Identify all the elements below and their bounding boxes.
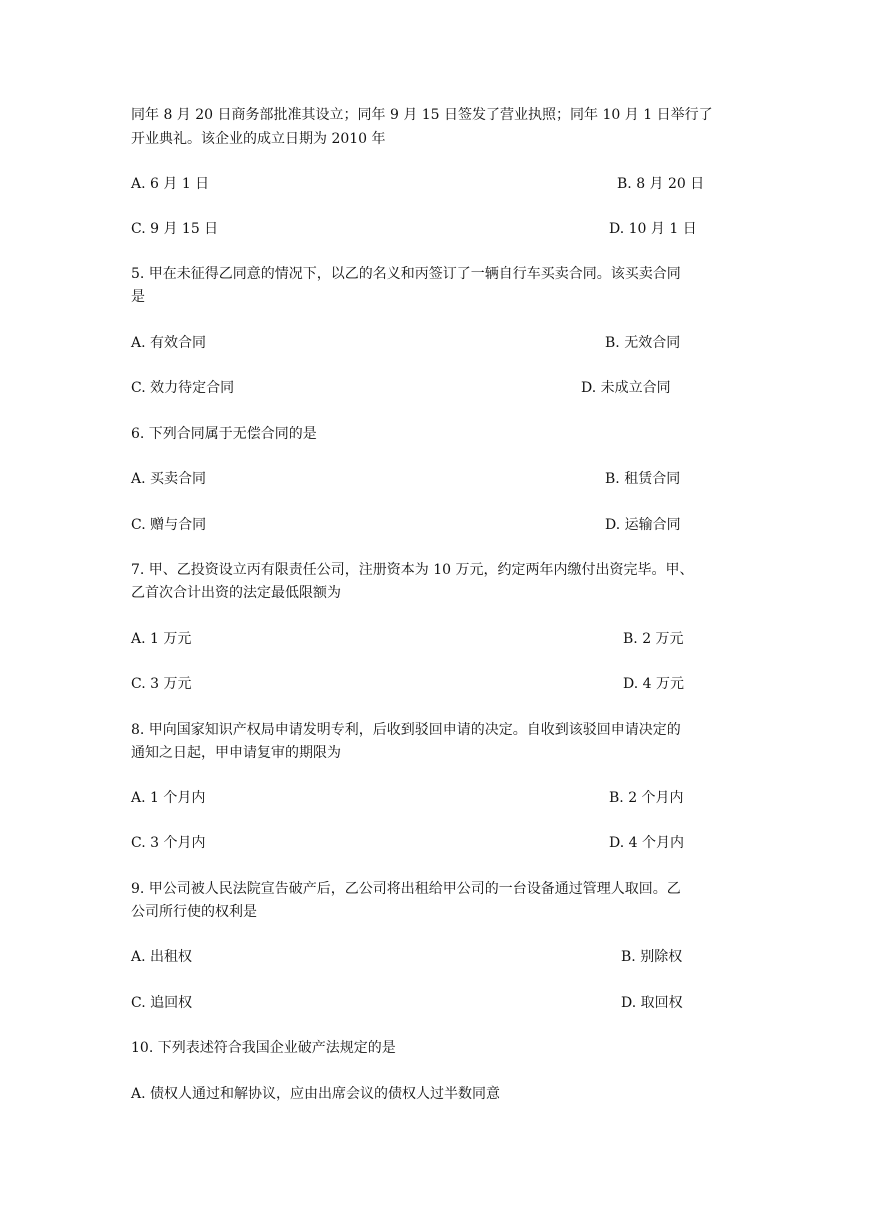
question-4-text-line-1: 同年 8 月 20 日商务部批准其设立；同年 9 月 15 日签发了营业执照；同年 10 月 1 日举行了 <box>131 107 713 123</box>
question-7-option-c: C. 3 万元 <box>131 676 192 692</box>
question-10-text-line-1: 10. 下列表述符合我国企业破产法规定的是 <box>131 1040 396 1056</box>
question-7-option-b: B. 2 万元 <box>623 631 684 647</box>
question-8-option-d: D. 4 个月内 <box>609 835 684 851</box>
question-6-option-a: A. 买卖合同 <box>131 471 207 487</box>
question-4-text-line-2: 开业典礼。该企业的成立日期为 2010 年 <box>131 131 386 147</box>
question-4-option-a: A. 6 月 1 日 <box>131 176 210 192</box>
question-9-option-d: D. 取回权 <box>621 995 683 1011</box>
question-5-text-line-2: 是 <box>131 289 145 305</box>
question-7-option-a: A. 1 万元 <box>131 631 192 647</box>
question-5-option-a: A. 有效合同 <box>131 335 207 351</box>
question-7-text-line-1: 7. 甲、乙投资设立丙有限责任公司，注册资本为 10 万元，约定两年内缴付出资完毕。甲、 <box>131 562 694 578</box>
question-10-option-a: A. 债权人通过和解协议，应由出席会议的债权人过半数同意 <box>131 1086 501 1102</box>
question-9-option-b: B. 别除权 <box>621 949 683 965</box>
question-4-option-b: B. 8 月 20 日 <box>617 176 705 192</box>
question-6-option-c: C. 赠与合同 <box>131 517 207 533</box>
question-6-option-b: B. 租赁合同 <box>605 471 681 487</box>
question-9-option-a: A. 出租权 <box>131 949 193 965</box>
question-9-text-line-1: 9. 甲公司被人民法院宣告破产后，乙公司将出租给甲公司的一台设备通过管理人取回。乙 <box>131 881 681 897</box>
question-8-text-line-1: 8. 甲向国家知识产权局申请发明专利，后收到驳回申请的决定。自收到该驳回申请决定的 <box>131 722 681 738</box>
question-4-option-d: D. 10 月 1 日 <box>609 221 697 237</box>
question-5-text-line-1: 5. 甲在未征得乙同意的情况下，以乙的名义和丙签订了一辆自行车买卖合同。该买卖合同 <box>131 266 681 282</box>
question-5-option-d: D. 未成立合同 <box>581 380 671 396</box>
question-8-option-c: C. 3 个月内 <box>131 835 206 851</box>
question-8-option-b: B. 2 个月内 <box>609 790 684 806</box>
question-8-text-line-2: 通知之日起，甲申请复审的期限为 <box>131 745 341 761</box>
question-4-option-c: C. 9 月 15 日 <box>131 221 219 237</box>
question-9-text-line-2: 公司所行使的权利是 <box>131 904 257 920</box>
question-6-option-d: D. 运输合同 <box>605 517 681 533</box>
question-5-option-b: B. 无效合同 <box>605 335 681 351</box>
question-5-option-c: C. 效力待定合同 <box>131 380 235 396</box>
question-6-text-line-1: 6. 下列合同属于无偿合同的是 <box>131 426 317 442</box>
question-7-option-d: D. 4 万元 <box>623 676 684 692</box>
question-7-text-line-2: 乙首次合计出资的法定最低限额为 <box>131 585 341 601</box>
question-9-option-c: C. 追回权 <box>131 995 193 1011</box>
question-8-option-a: A. 1 个月内 <box>131 790 206 806</box>
